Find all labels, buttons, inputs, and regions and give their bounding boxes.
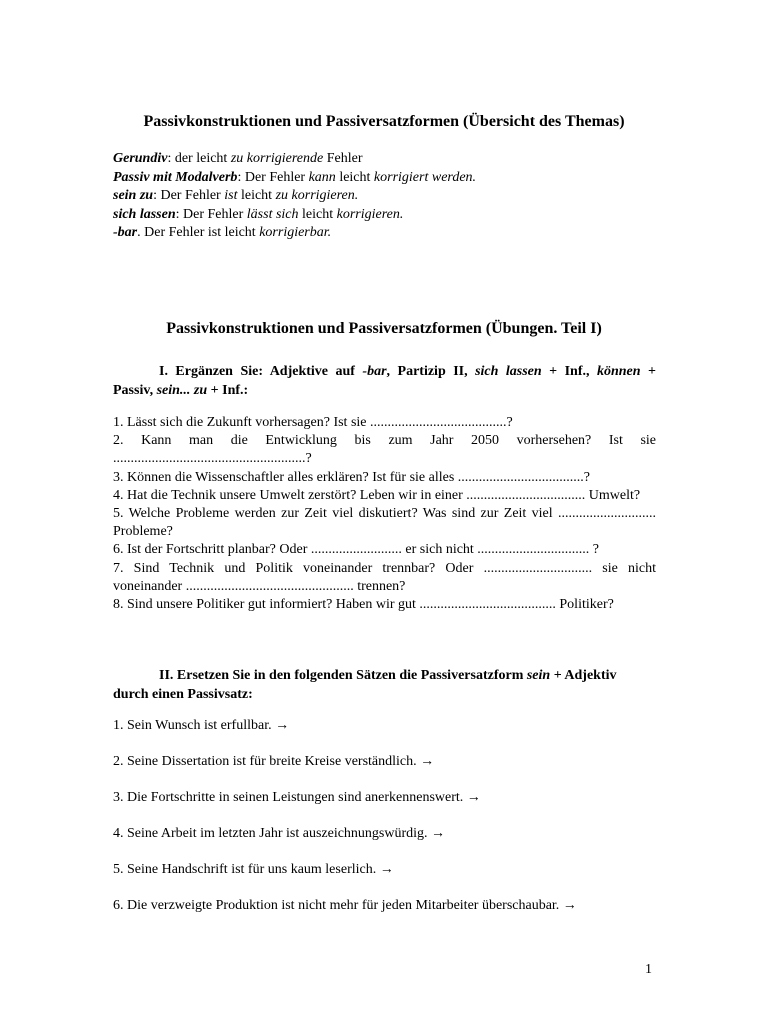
section-2-heading: II. Ersetzen Sie in den folgenden Sätzen die Passiversatzform sein + Adjektiv durch einen Passivsatz:: [113, 668, 617, 702]
list-item: 3. Können die Wissenschaftler alles erklären? Ist für sie alles ....................................?: [113, 469, 590, 485]
list-item: 4. Seine Arbeit im letzten Jahr ist auszeichnungswürdig. →: [113, 826, 446, 841]
list-item: 6. Die verzweigte Produktion ist nicht mehr für jeden Mitarbeiter überschaubar. →: [113, 898, 577, 913]
overview-gerundiv: Gerundiv: der leicht zu korrigierende Fehler: [113, 151, 363, 166]
overview-sichlassen: sich lassen: Der Fehler lässt sich leicht korrigieren.: [113, 206, 404, 222]
overview-modalverb: Passiv mit Modalverb: Der Fehler kann leicht korrigiert werden.: [113, 169, 477, 185]
overview-list: [113, 150, 673, 243]
exercise-1-list: [113, 414, 656, 614]
list-item: 1. Lässt sich die Zukunft vorhersagen? Ist sie .......................................?: [113, 415, 513, 430]
overview-seinzu: sein zu: Der Fehler ist leicht zu korrigieren.: [113, 188, 359, 203]
exercises-title: Passivkonstruktionen und Passiversatzformen (Übungen. Teil I): [166, 320, 602, 337]
list-item: 7. Sind Technik und Politik voneinander trennbar? Oder ............................... sie nicht voneinander ................................................ trennen?: [113, 560, 656, 594]
list-item: 5. Welche Probleme werden zur Zeit viel diskutiert? Was sind zur Zeit viel ............................ Probleme?: [113, 506, 656, 540]
list-item: 2. Seine Dissertation ist für breite Kreise verständlich. →: [113, 754, 435, 769]
list-item: 1. Sein Wunsch ist erfullbar. →: [113, 718, 290, 733]
list-item: 6. Ist der Fortschritt planbar? Oder .......................... er sich nicht ................................ ?: [113, 542, 600, 558]
list-item: 2. Kann man die Entwicklung bis zum Jahr 2050 vorhersehen? Ist sie .......................................................?: [113, 433, 656, 467]
overview-title: Passivkonstruktionen und Passiversatzformen (Übersicht des Themas): [143, 113, 625, 130]
list-item: 5. Seine Handschrift ist für uns kaum leserlich. →: [113, 862, 394, 877]
list-item: 3. Die Fortschritte in seinen Leistungen sind anerkennenswert. →: [113, 790, 481, 805]
section-1-heading: I. Ergänzen Sie: Adjektive auf -bar, Partizip II, sich lassen + Inf., können + Passiv, sein... zu + Inf.:: [113, 364, 657, 398]
page-number: 1: [645, 962, 652, 977]
overview-bar: -bar. Der Fehler ist leicht korrigierbar.: [113, 225, 332, 240]
list-item: 4. Hat die Technik unsere Umwelt zerstört? Leben wir in einer .................................. Umwelt?: [113, 487, 641, 503]
list-item: 8. Sind unsere Politiker gut informiert? Haben wir gut ....................................... Politiker?: [113, 597, 614, 613]
